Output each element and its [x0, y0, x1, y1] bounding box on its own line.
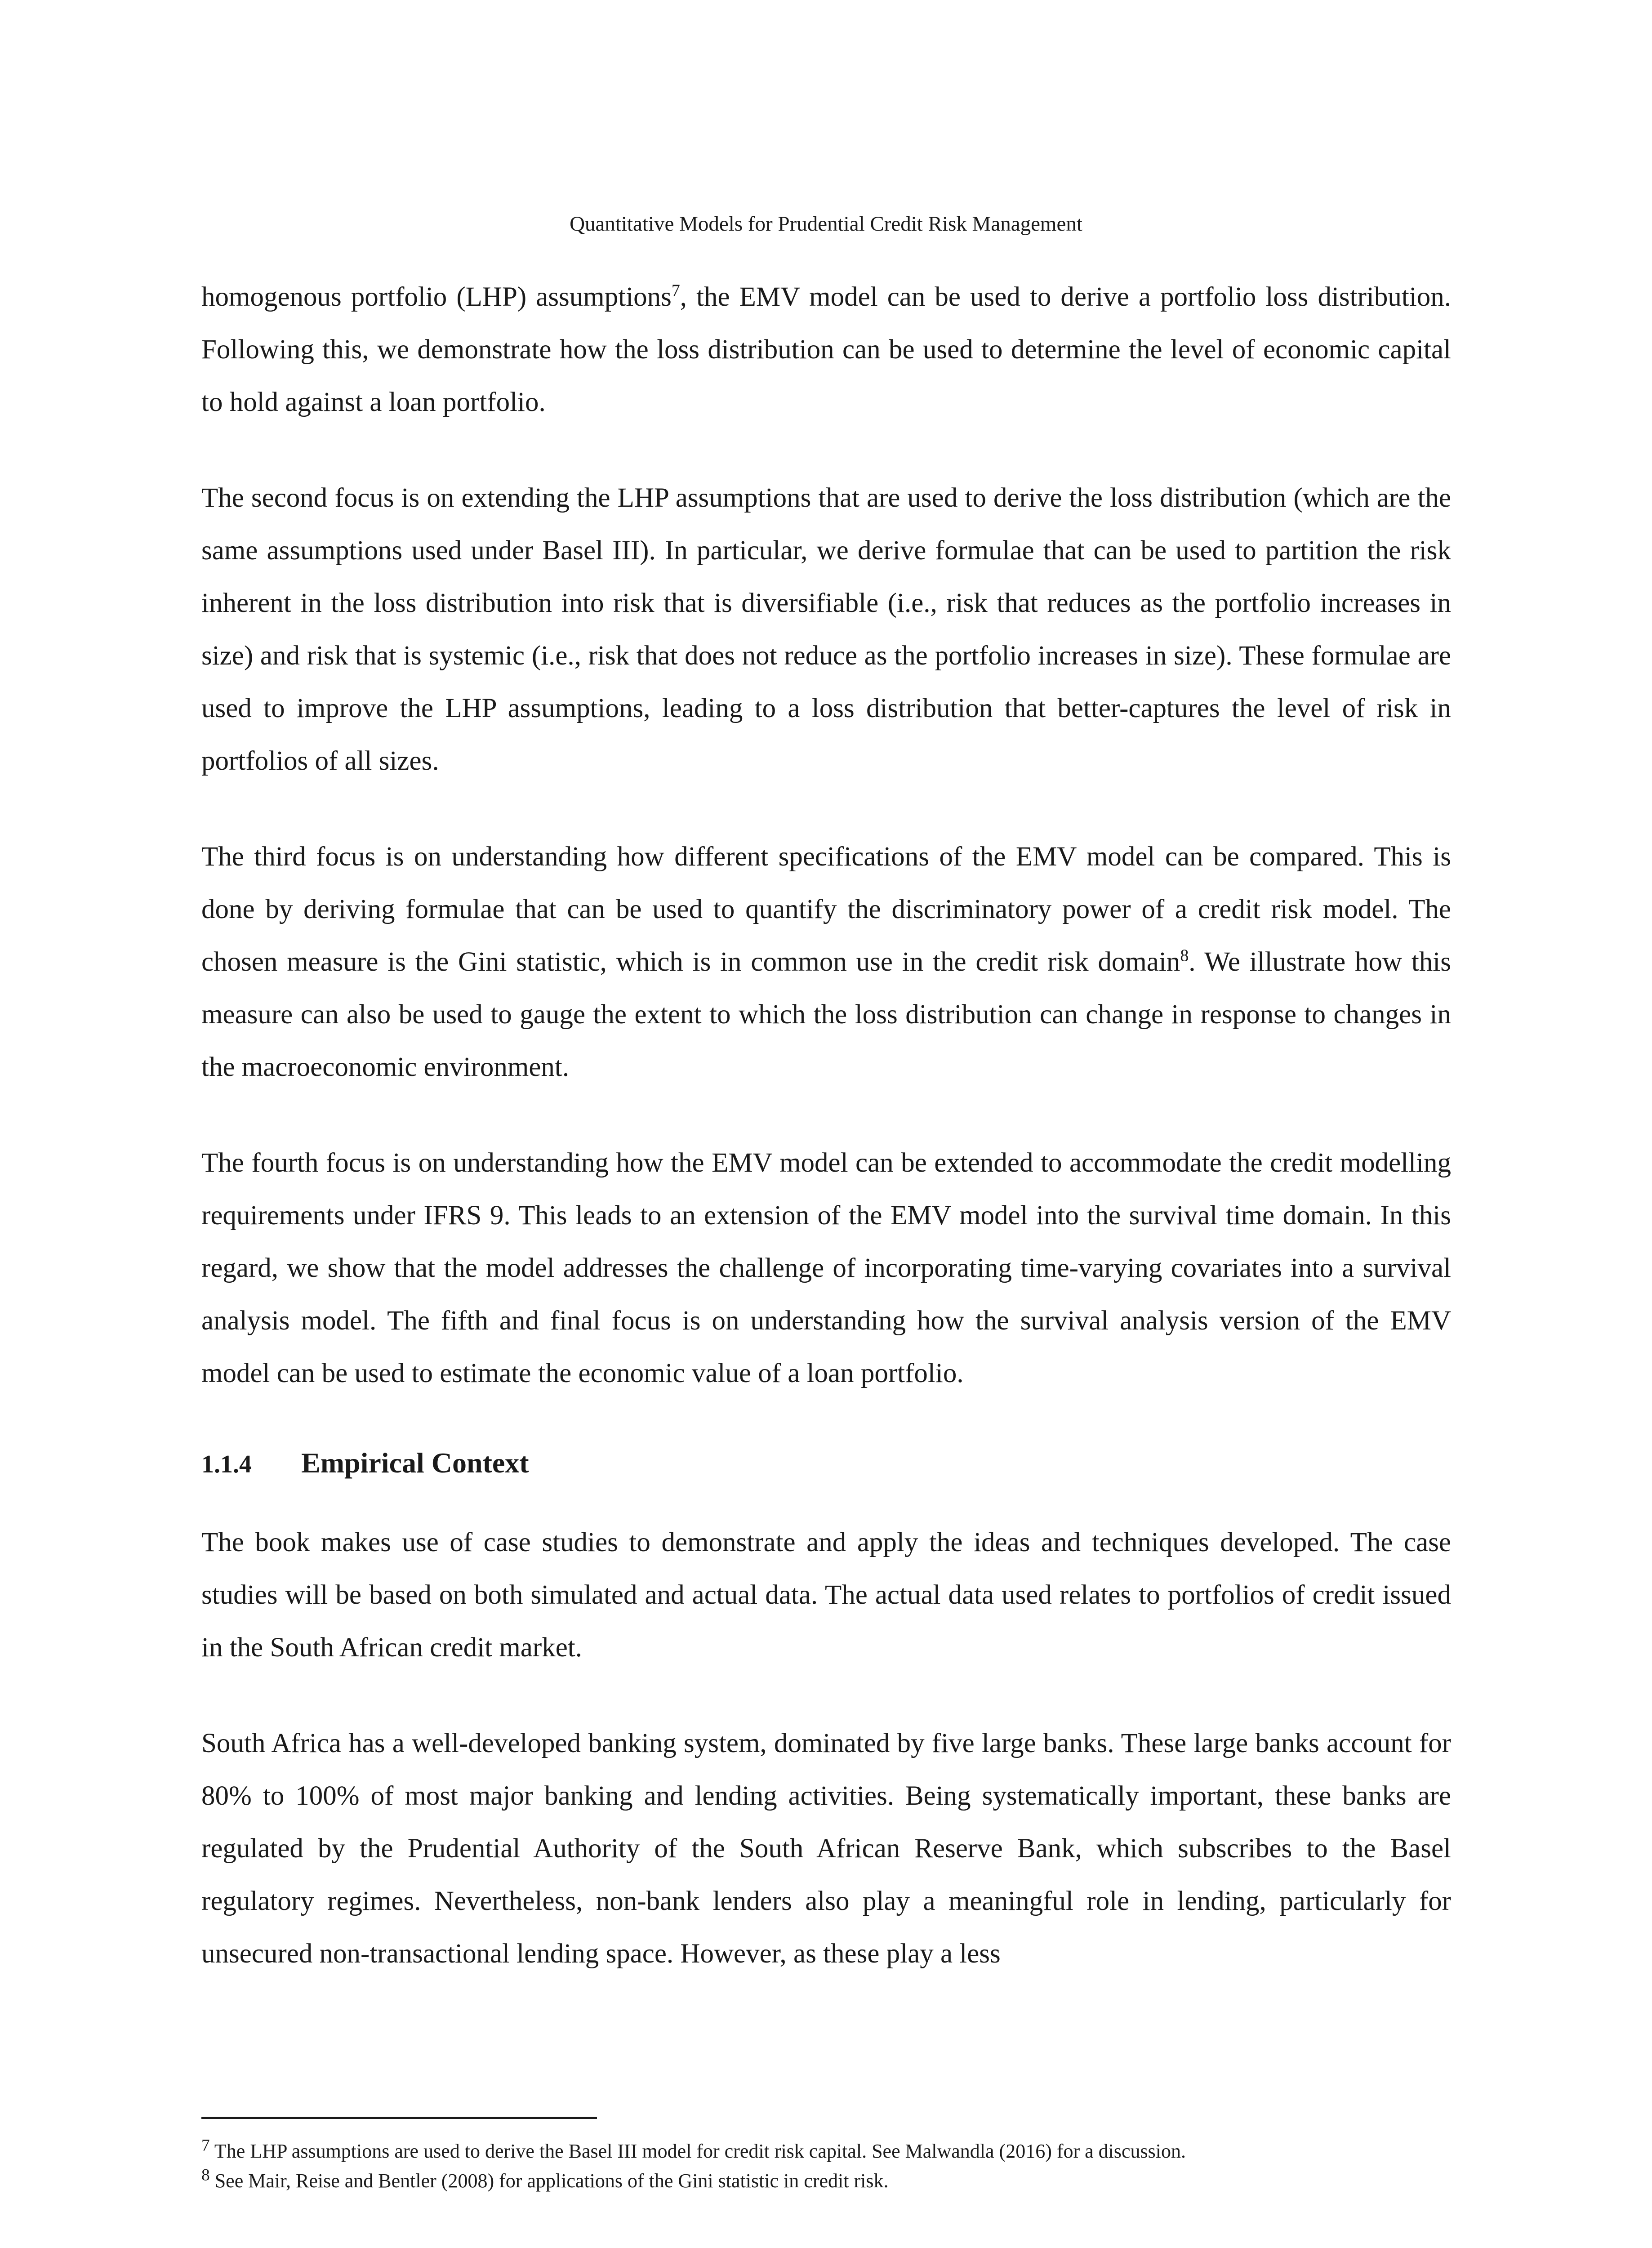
footnote-reference: 8	[1180, 946, 1189, 965]
footnote-divider	[201, 2117, 597, 2119]
footnote-marker: 7	[201, 2136, 210, 2155]
running-header: Quantitative Models for Prudential Credit Risk Management	[570, 212, 1082, 236]
paragraph-fourth-focus: The fourth focus is on understanding how the EMV model can be extended to accommodate the credit modelling requirements under IFRS 9. This leads to an extension of the EMV model into the survival time domain. In this regard, we show that the model addresses the challenge of incorporating time-varying covariates into a survival analysis model. The fifth and final focus is on understanding how the survival analysis version of the EMV model can be used to estimate the economic value of a loan portfolio.	[201, 1148, 1451, 1388]
paragraph-south-africa-banking: South Africa has a well-developed banking system, dominated by five large banks. These large banks account for 80% to 100% of most major banking and lending activities. Being systematically important, these banks are regulated by the Prudential Authority of the South African Reserve Bank, which subscribes to the Basel regulatory regimes. Nevertheless, non-bank lenders also play a meaningful role in lending, particularly for unsecured non-transactional lending space. However, as these play a less	[201, 1728, 1451, 1969]
paragraph-third-focus	[201, 830, 1451, 1093]
footnote-7	[201, 2136, 1451, 2166]
paragraph-text: . We illustrate how this measure can also be used to gauge the extent to which the loss distribution can change in response to changes in the macroeconomic environment.	[201, 947, 1451, 1082]
paragraph-text: The third focus is on understanding how different specifications of the EMV model can be compared. This is done by deriving formulae that can be used to quantify the discriminatory power of a credit risk model. The chosen measure is the Gini statistic, which is in common use in the credit risk domain	[201, 842, 1451, 977]
section-heading	[201, 1443, 1451, 1485]
section-number: 1.1.4	[201, 1450, 252, 1478]
paragraph-lhp-continuation	[201, 271, 1451, 428]
footnote-marker: 8	[201, 2166, 210, 2185]
footnote-text: See Mair, Reise and Bentler (2008) for applications of the Gini statistic in credit risk.	[209, 2170, 889, 2192]
section-title: Empirical Context	[301, 1447, 529, 1479]
footnote-8	[201, 2166, 1451, 2196]
paragraph-case-studies: The book makes use of case studies to demonstrate and apply the ideas and techniques developed. The case studies will be based on both simulated and actual data. The actual data used relates to portfolios of credit issued in the South African credit market.	[201, 1527, 1451, 1663]
paragraph-second-focus: The second focus is on extending the LHP assumptions that are used to derive the loss distribution (which are the same assumptions used under Basel III). In particular, we derive formulae that can be used to partition the risk inherent in the loss distribution into risk that is diversifiable (i.e., risk that reduces as the portfolio increases in size) and risk that is systemic (i.e., risk that does not reduce as the portfolio increases in size). These formulae are used to improve the LHP assumptions, leading to a loss distribution that better-captures the level of risk in portfolios of all sizes.	[201, 483, 1451, 776]
paragraph-text: homogenous portfolio (LHP) assumptions	[201, 282, 672, 312]
footnote-reference: 7	[671, 281, 680, 300]
body-text	[201, 271, 1451, 2023]
footnotes	[201, 2136, 1451, 2196]
footnote-text: The LHP assumptions are used to derive the Basel III model for credit risk capital. See Malwandla (2016) for a discussion.	[209, 2140, 1186, 2162]
paragraph-text: , the EMV model can be used to derive a portfolio loss distribution. Following this, we demonstrate how the loss distribution can be used to determine the level of economic capital to hold against a loan portfolio.	[201, 282, 1451, 417]
